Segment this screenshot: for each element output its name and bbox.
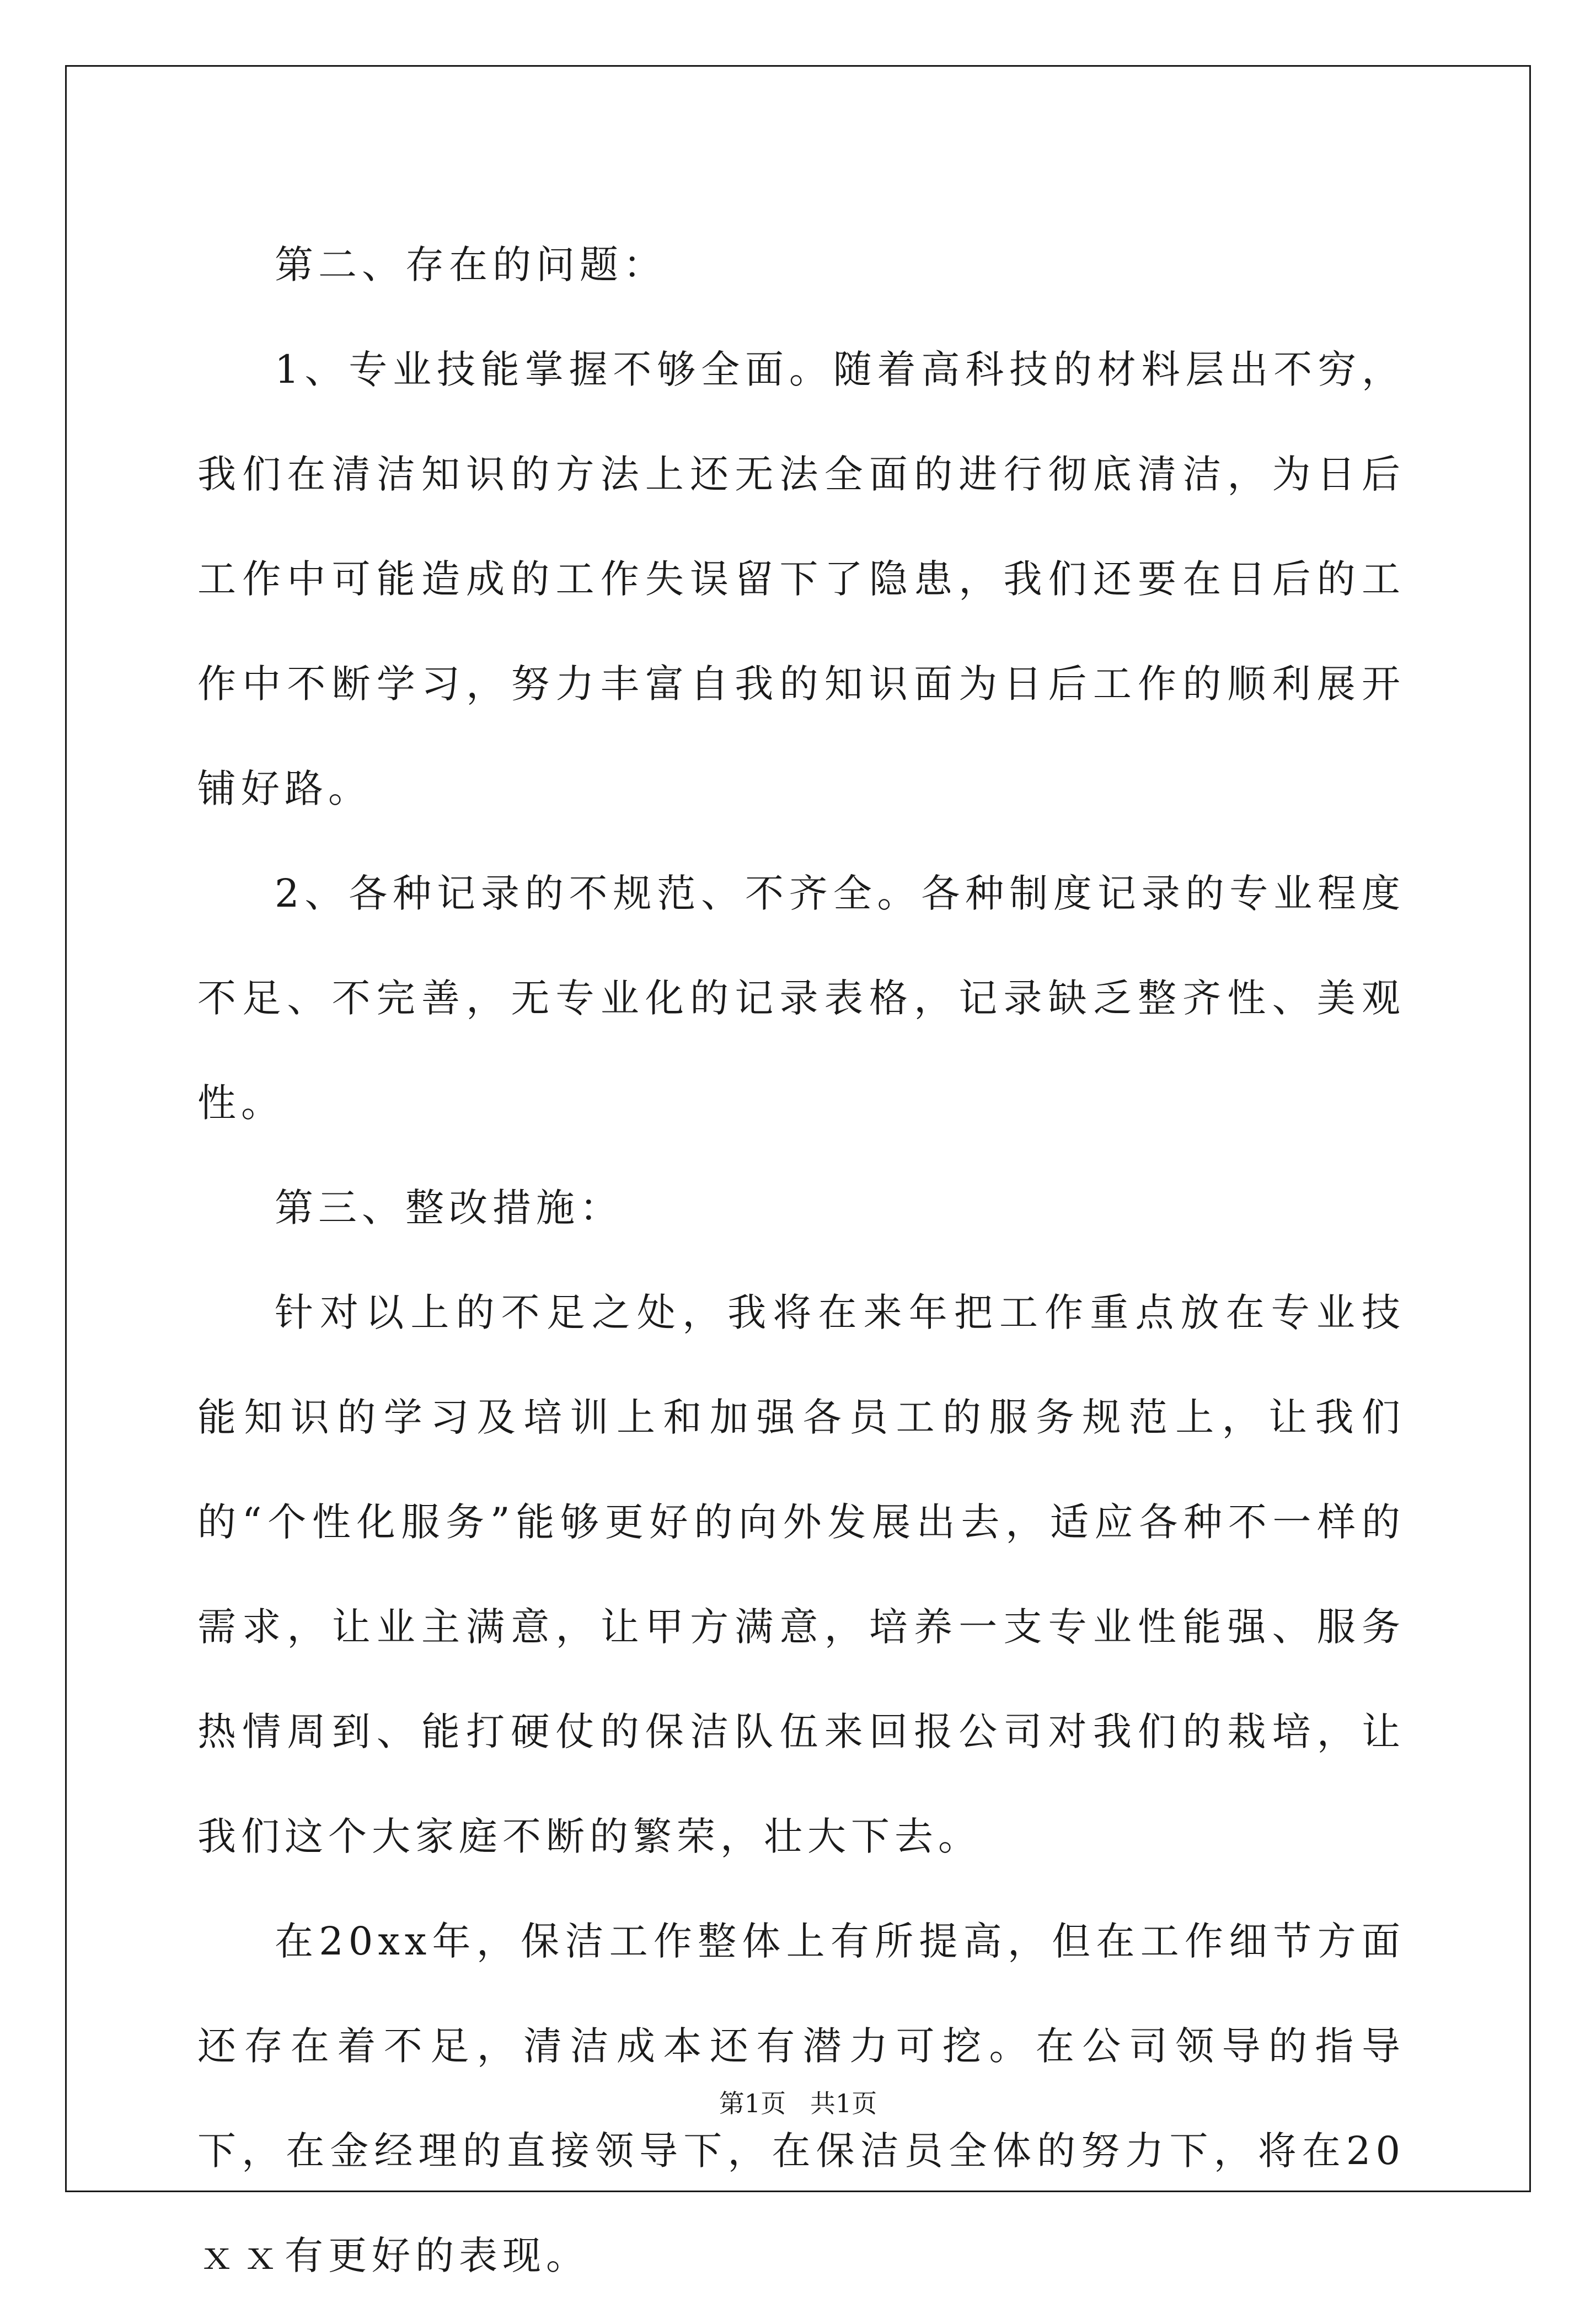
section-heading-problems: 第二、存在的问题：	[275, 242, 667, 287]
paragraph-measures: 针对以上的不足之处，我将在来年把工作重点放在专业技能知识的学习及培训上和加强各员工的服务规范上，让我们的“个性化服务”能够更好的向外发展出去，适应各种不一样的需求，让业主满意，让甲方满意，培养一支专业性能强、服务热情周到、能打硬仗的保洁队伍来回报公司对我们的栽培，让我们这个大家庭不断的繁荣，壮大下去。	[197, 1290, 1405, 1859]
page-footer: 第1页 共1页	[719, 2089, 877, 2118]
document-body	[197, 212, 1405, 2308]
paragraph-skills: 1、专业技能掌握不够全面。随着高科技的材料层出不穷，我们在清洁知识的方法上还无法全面的进行彻底清洁，为日后工作中可能造成的工作失误留下了隐患，我们还要在日后的工作中不断学习，努力丰富自我的知识面为日后工作的顺利展开铺好路。	[197, 347, 1405, 811]
paragraph-summary: 在20xx年，保洁工作整体上有所提高，但在工作细节方面还存在着不足，清洁成本还有潜力可挖。在公司领导的指导下，在金经理的直接领导下，在保洁员全体的努力下，将在20ｘｘ有更好的表现。	[197, 1919, 1405, 2278]
paragraph-records: 2、各种记录的不规范、不齐全。各种制度记录的专业程度不足、不完善，无专业化的记录表格，记录缺乏整齐性、美观性。	[197, 871, 1405, 1126]
section-heading-measures: 第三、整改措施：	[275, 1185, 623, 1230]
